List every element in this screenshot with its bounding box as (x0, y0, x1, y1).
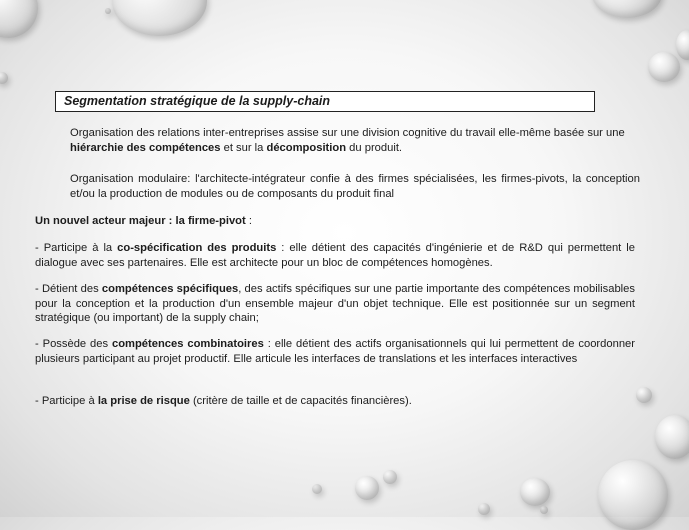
p6-bold: la prise de risque (97, 395, 190, 407)
water-droplet-decoration (676, 30, 689, 60)
p1-bold-hierarchie: hiérarchie des compétences (70, 141, 221, 154)
water-droplet-decoration (383, 470, 397, 484)
p6-text-c: (critère de taille et de capacités financières). (189, 395, 412, 407)
water-droplet-decoration (592, 0, 662, 18)
water-droplet-decoration (0, 0, 38, 38)
p1-text-c: et sur la (220, 141, 267, 154)
water-droplet-decoration (655, 415, 689, 459)
p5-text-c: : elle détient des actifs organisationnels qui lui permettent de coordonner plusieurs participant au projet productif. Elle articule les interfaces de translations et les interfaces interactives (35, 338, 635, 365)
slide-title: Segmentation stratégique de la supply-chain (64, 94, 331, 108)
paragraph-prise-de-risque (35, 394, 635, 409)
water-droplet-decoration (648, 52, 680, 82)
water-droplet-decoration (112, 0, 207, 36)
paragraph-competences-combinatoires (35, 337, 635, 366)
water-droplet-decoration (478, 503, 490, 515)
paragraph-organisation-modulaire (70, 172, 640, 201)
heading-tail: : (245, 215, 252, 227)
paragraph-co-specification (35, 241, 635, 270)
water-droplet-decoration (312, 484, 322, 494)
water-droplet-decoration (105, 8, 111, 14)
water-droplet-decoration (0, 72, 8, 84)
p3-bold: co-spécification des produits (117, 242, 277, 254)
water-droplet-decoration (355, 476, 379, 500)
water-droplet-decoration (598, 460, 668, 530)
p3-text-c: : elle détient des capacités d'ingénierie et de R&D qui permettent le dialogue avec ses partenaires. Elle est architecte pour un bloc de compétences homogènes. (35, 242, 635, 269)
section-heading (35, 214, 635, 229)
p6-text-a: - Participe à (35, 395, 98, 407)
slide-title-box (55, 91, 595, 112)
p5-bold: compétences combinatoires (111, 338, 264, 350)
p4-bold: compétences spécifiques (101, 283, 239, 295)
p4-text-c: , des actifs spécifiques sur une partie importante des compétences mobilisables pour la conception et la production d'un ensemble majeur d'un objet technique. Elle est positionnée sur un segment stratégique (ou important) de la supply chain; (35, 283, 635, 324)
p1-bold-decomposition: décomposition (266, 141, 347, 154)
p3-text-a: - Participe à la (35, 242, 118, 254)
p1-text-a: Organisation des relations inter-entreprises assise sur une division cognitive du travail elle-même basée sur une (70, 127, 625, 139)
p1-text-e: du produit. (346, 141, 403, 154)
water-droplet-decoration (520, 478, 550, 506)
p4-text-a: - Détient des (35, 283, 102, 295)
p5-text-a: - Possède des (35, 338, 112, 350)
paragraph-competences-specifiques (35, 282, 635, 326)
paragraph-organisation (70, 126, 640, 155)
water-droplet-decoration (540, 506, 548, 514)
heading-bold: Un nouvel acteur majeur : la firme-pivot (35, 215, 246, 227)
p2-text: Organisation modulaire: l'architecte-intégrateur confie à des firmes spécialisées, les firmes-pivots, la conception et/ou la production de modules ou de composants du produit final (70, 173, 640, 200)
water-droplet-decoration (636, 387, 652, 403)
